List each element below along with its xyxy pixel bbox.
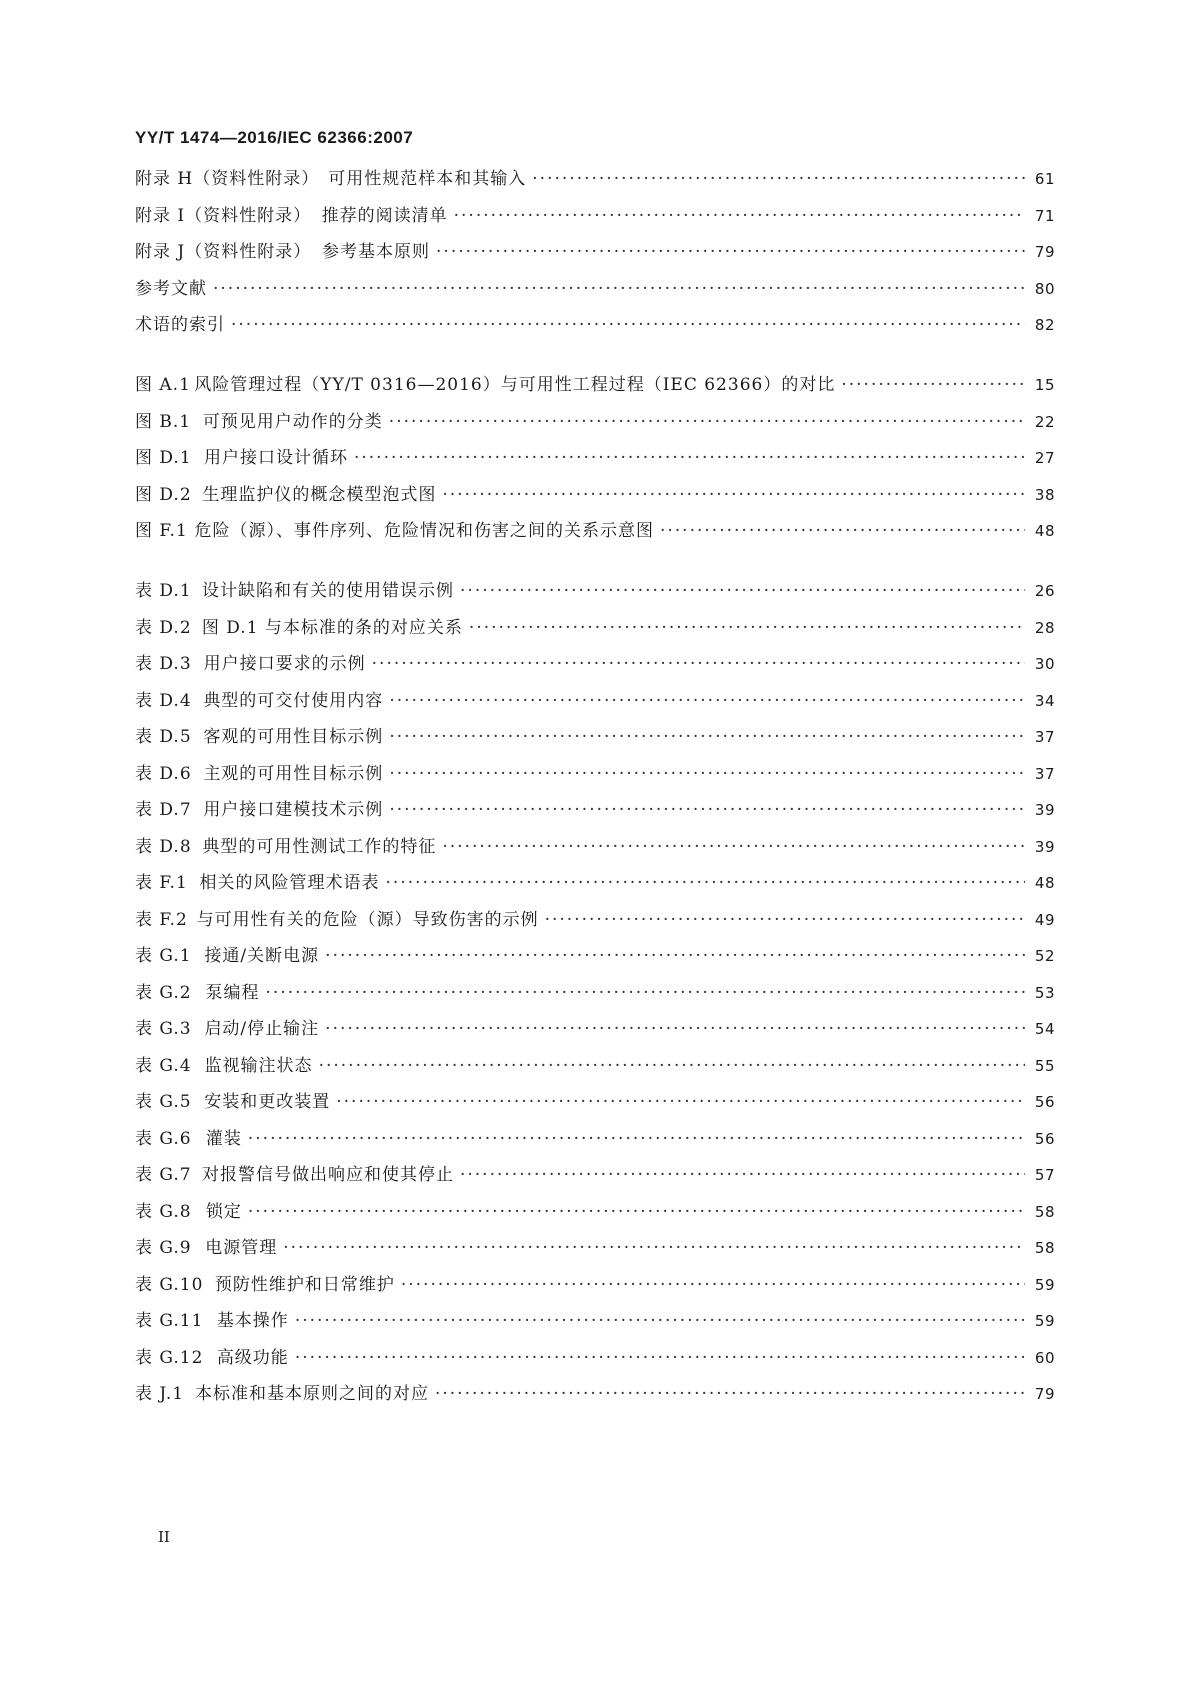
toc-entry[interactable] bbox=[135, 829, 1055, 866]
toc-entry-page: 53 bbox=[1034, 983, 1055, 1002]
toc-entry-page: 30 bbox=[1034, 655, 1055, 673]
toc-entry-label: 图 D.2 bbox=[135, 484, 192, 505]
toc-entry-label: 表 D.8 bbox=[135, 836, 192, 857]
dot-leader bbox=[295, 1340, 1025, 1377]
toc-entry-label: 图 A.1 bbox=[135, 375, 191, 395]
toc-entry-title: 推荐的阅读清单 bbox=[321, 205, 448, 226]
toc-entry-label: 表 J.1 bbox=[135, 1384, 185, 1404]
dot-leader bbox=[460, 1157, 1025, 1194]
toc-entry-title: 电源管理 bbox=[205, 1238, 278, 1258]
toc-entry-title: 参考基本原则 bbox=[322, 242, 431, 262]
toc-entry-page: 82 bbox=[1034, 316, 1055, 334]
toc-entry-title: 客观的可用性目标示例 bbox=[203, 727, 384, 747]
toc-entry-page: 22 bbox=[1034, 412, 1055, 431]
dot-leader bbox=[660, 513, 1025, 550]
dot-leader bbox=[386, 865, 1025, 902]
toc-entry-label: 表 G.5 bbox=[135, 1092, 192, 1112]
dot-leader bbox=[389, 792, 1025, 829]
toc-entry-label: 表 G.11 bbox=[135, 1311, 204, 1331]
toc-entry-page: 57 bbox=[1034, 1166, 1055, 1184]
toc-entry-label: 表 D.1 bbox=[135, 581, 192, 601]
toc-entry[interactable] bbox=[135, 440, 1055, 477]
toc-entry-page: 58 bbox=[1034, 1202, 1055, 1221]
dot-leader bbox=[231, 307, 1025, 344]
page-number: II bbox=[158, 1528, 170, 1546]
toc-entry-page: 28 bbox=[1034, 618, 1055, 637]
toc-entry-label: 参考文献 bbox=[135, 278, 207, 299]
toc-entry-label: 表 D.6 bbox=[135, 763, 192, 784]
toc-entry-title: 启动/停止输注 bbox=[204, 1019, 320, 1039]
toc-entry-page: 59 bbox=[1034, 1312, 1055, 1330]
dot-leader bbox=[283, 1230, 1025, 1267]
toc-entry-title: 典型的可交付使用内容 bbox=[203, 690, 384, 711]
dot-leader bbox=[389, 719, 1025, 756]
toc-entry-label: 图 F.1 bbox=[135, 521, 188, 541]
toc-entry-label: 附录 H（资料性附录） bbox=[135, 169, 320, 189]
dot-leader bbox=[389, 683, 1025, 720]
toc-entry-page: 56 bbox=[1034, 1129, 1055, 1148]
toc-entry-title: 可预见用户动作的分类 bbox=[202, 411, 383, 432]
figure-toc-section bbox=[135, 367, 1055, 550]
toc-entry-label: 表 G.9 bbox=[135, 1238, 192, 1258]
dot-leader bbox=[841, 367, 1025, 404]
dot-leader bbox=[319, 1048, 1025, 1085]
toc-entry-page: 58 bbox=[1034, 1239, 1055, 1257]
toc-entry-label: 图 D.1 bbox=[135, 448, 192, 468]
dot-leader bbox=[442, 477, 1025, 514]
toc-entry-page: 80 bbox=[1034, 279, 1055, 298]
toc-entry-title: 灌装 bbox=[205, 1128, 242, 1149]
dot-leader bbox=[389, 756, 1025, 793]
toc-entry-title: 安装和更改装置 bbox=[204, 1092, 331, 1112]
toc-entry[interactable] bbox=[135, 477, 1055, 514]
toc-entry[interactable] bbox=[135, 1048, 1055, 1085]
toc-entry-label: 表 G.3 bbox=[135, 1019, 192, 1039]
toc-entry[interactable] bbox=[135, 938, 1055, 975]
toc-entry-title: 可用性规范样本和其输入 bbox=[328, 169, 527, 189]
toc-entry[interactable] bbox=[135, 271, 1055, 308]
document-header: YY/T 1474—2016/IEC 62366:2007 bbox=[135, 128, 414, 147]
toc-entry-label: 表 G.2 bbox=[135, 982, 192, 1003]
toc-entry[interactable] bbox=[135, 1121, 1055, 1158]
toc-entry-title: 图 D.1 与本标准的条的对应关系 bbox=[201, 617, 463, 638]
toc-entry-label: 表 D.4 bbox=[135, 690, 192, 711]
dot-leader bbox=[442, 829, 1025, 866]
toc-entry-label: 表 D.7 bbox=[135, 800, 192, 820]
dot-leader bbox=[454, 198, 1025, 235]
toc-entry-title: 与可用性有关的危险（源）导致伤害的示例 bbox=[196, 909, 539, 930]
toc-entry-page: 26 bbox=[1034, 582, 1055, 600]
toc-entry[interactable] bbox=[135, 1267, 1055, 1304]
toc-entry-label: 表 D.3 bbox=[135, 654, 192, 674]
toc-entry-page: 39 bbox=[1034, 801, 1055, 819]
toc-entry-title: 接通/关断电源 bbox=[204, 946, 320, 966]
toc-entry-label: 术语的索引 bbox=[135, 315, 225, 335]
toc-entry-title: 预防性维护和日常维护 bbox=[214, 1274, 395, 1295]
toc-entry-title: 用户接口设计循环 bbox=[203, 448, 348, 468]
annex-toc-section bbox=[135, 161, 1055, 344]
toc-entry[interactable] bbox=[135, 719, 1055, 756]
dot-leader bbox=[469, 610, 1025, 647]
dot-leader bbox=[325, 938, 1025, 975]
toc-entry-page: 49 bbox=[1034, 910, 1055, 929]
toc-entry[interactable] bbox=[135, 683, 1055, 720]
dot-leader bbox=[545, 902, 1025, 939]
dot-leader bbox=[248, 1121, 1025, 1158]
toc-entry-label: 表 G.12 bbox=[135, 1347, 204, 1368]
toc-entry-page: 37 bbox=[1034, 728, 1055, 746]
toc-entry-title: 危险（源）、事件序列、危险情况和伤害之间的关系示意图 bbox=[194, 521, 654, 541]
toc-entry-label: 表 G.8 bbox=[135, 1201, 192, 1222]
toc-entry-page: 34 bbox=[1034, 691, 1055, 710]
toc-entry-label: 表 D.5 bbox=[135, 727, 192, 747]
toc-entry-label: 表 G.6 bbox=[135, 1128, 192, 1149]
toc-entry[interactable] bbox=[135, 513, 1055, 550]
toc-entry-title: 生理监护仪的概念模型泡式图 bbox=[202, 484, 437, 505]
toc-entry-title: 用户接口要求的示例 bbox=[203, 654, 366, 674]
toc-entry-page: 15 bbox=[1034, 376, 1055, 394]
toc-entry-title: 基本操作 bbox=[216, 1311, 289, 1331]
toc-entry-page: 39 bbox=[1034, 837, 1055, 856]
toc-entry[interactable] bbox=[135, 1084, 1055, 1121]
toc-entry[interactable] bbox=[135, 1303, 1055, 1340]
toc-entry-page: 48 bbox=[1034, 874, 1055, 892]
toc-entry-page: 27 bbox=[1034, 449, 1055, 467]
toc-entry-label: 表 G.10 bbox=[135, 1274, 204, 1295]
toc-entry[interactable] bbox=[135, 646, 1055, 683]
dot-leader bbox=[436, 234, 1025, 271]
dot-leader bbox=[372, 646, 1025, 683]
toc-entry-label: 表 F.1 bbox=[135, 873, 188, 893]
toc-entry-title: 设计缺陷和有关的使用错误示例 bbox=[202, 581, 455, 601]
toc-entry[interactable] bbox=[135, 756, 1055, 793]
toc-entry[interactable] bbox=[135, 573, 1055, 610]
toc-entry-title: 相关的风险管理术语表 bbox=[199, 873, 380, 893]
toc-entry-page: 48 bbox=[1034, 522, 1055, 540]
toc-entry-label: 附录 J（资料性附录） bbox=[135, 242, 312, 262]
dot-leader bbox=[460, 573, 1025, 610]
toc-entry[interactable] bbox=[135, 198, 1055, 235]
toc-entry-page: 38 bbox=[1034, 485, 1055, 504]
dot-leader bbox=[266, 975, 1025, 1012]
toc-entry-label: 图 B.1 bbox=[135, 411, 192, 432]
toc-entry[interactable] bbox=[135, 1230, 1055, 1267]
toc-entry-label: 表 G.4 bbox=[135, 1055, 192, 1076]
toc-entry-title: 高级功能 bbox=[216, 1347, 289, 1368]
toc-entry[interactable] bbox=[135, 1340, 1055, 1377]
toc-entry-label: 表 D.2 bbox=[135, 617, 192, 638]
dot-leader bbox=[213, 271, 1025, 308]
dot-leader bbox=[532, 161, 1025, 198]
toc-entry-label: 附录 I（资料性附录） bbox=[135, 205, 312, 226]
toc-entry-page: 59 bbox=[1034, 1275, 1055, 1294]
toc-entry-page: 55 bbox=[1034, 1056, 1055, 1075]
toc-entry-title: 泵编程 bbox=[205, 982, 260, 1003]
toc-entry-label: 表 G.1 bbox=[135, 946, 192, 966]
toc-entry-label: 表 F.2 bbox=[135, 909, 188, 930]
toc-entry[interactable] bbox=[135, 404, 1055, 441]
toc-entry-page: 60 bbox=[1034, 1348, 1055, 1367]
toc-entry[interactable] bbox=[135, 1376, 1055, 1413]
toc-entry[interactable] bbox=[135, 1011, 1055, 1048]
toc-entry-page: 52 bbox=[1034, 947, 1055, 965]
dot-leader bbox=[354, 440, 1025, 477]
table-toc-section bbox=[135, 573, 1055, 1413]
toc-entry-title: 主观的可用性目标示例 bbox=[203, 763, 384, 784]
toc-entry[interactable] bbox=[135, 610, 1055, 647]
toc-entry[interactable] bbox=[135, 792, 1055, 829]
toc-entry-page: 79 bbox=[1034, 1385, 1055, 1403]
toc-entry[interactable] bbox=[135, 865, 1055, 902]
toc-entry[interactable] bbox=[135, 161, 1055, 198]
dot-leader bbox=[389, 404, 1025, 441]
toc-entry-page: 79 bbox=[1034, 243, 1055, 261]
toc-entry[interactable] bbox=[135, 975, 1055, 1012]
toc-entry-title: 典型的可用性测试工作的特征 bbox=[202, 836, 437, 857]
toc-entry[interactable] bbox=[135, 367, 1055, 404]
dot-leader bbox=[248, 1194, 1025, 1231]
toc-entry[interactable] bbox=[135, 1194, 1055, 1231]
dot-leader bbox=[325, 1011, 1025, 1048]
dot-leader bbox=[336, 1084, 1025, 1121]
dot-leader bbox=[295, 1303, 1025, 1340]
toc-entry[interactable] bbox=[135, 234, 1055, 271]
toc-entry-title: 对报警信号做出响应和使其停止 bbox=[201, 1165, 454, 1185]
toc-entry-page: 71 bbox=[1034, 206, 1055, 225]
toc-entry-title: 风险管理过程（YY/T 0316—2016）与可用性工程过程（IEC 62366）的对比 bbox=[194, 375, 836, 395]
toc-entry[interactable] bbox=[135, 902, 1055, 939]
dot-leader bbox=[401, 1267, 1025, 1304]
toc-entry-page: 61 bbox=[1034, 170, 1055, 188]
toc-entry-title: 锁定 bbox=[205, 1201, 242, 1222]
toc-entry-page: 56 bbox=[1034, 1093, 1055, 1111]
toc-entry-title: 本标准和基本原则之间的对应 bbox=[194, 1384, 429, 1404]
toc-entry-label: 表 G.7 bbox=[135, 1165, 192, 1185]
toc-entry-page: 37 bbox=[1034, 764, 1055, 783]
dot-leader bbox=[435, 1376, 1025, 1413]
toc-entry-title: 监视输注状态 bbox=[204, 1055, 313, 1076]
toc-entry-title: 用户接口建模技术示例 bbox=[203, 800, 384, 820]
toc-entry[interactable] bbox=[135, 1157, 1055, 1194]
toc-entry-page: 54 bbox=[1034, 1020, 1055, 1038]
toc-entry[interactable] bbox=[135, 307, 1055, 344]
